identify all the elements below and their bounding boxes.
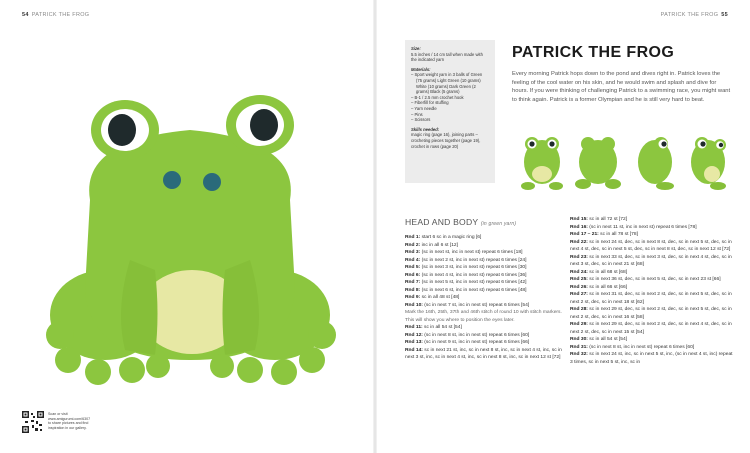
round-label: Rnd 24:: [570, 269, 588, 275]
round-label: Rnd 12:: [405, 332, 423, 338]
round-label: Rnd 9:: [405, 295, 421, 300]
round-label: Rnd 15:: [570, 217, 588, 222]
round-instruction: [405, 347, 565, 362]
round-label: Rnd 3:: [405, 250, 421, 255]
materials-item: – Scissors: [411, 117, 431, 123]
round-label: Rnd 27:: [570, 292, 588, 297]
round-instruction: [405, 234, 565, 242]
round-text: (sc in next 11 st, inc in next st) repeat 6 times [78]: [589, 224, 697, 230]
frog-view-thumbnails: [510, 124, 740, 194]
round-label: Rnd 30:: [570, 337, 588, 342]
section-heading: HEAD AND BODY (in green yarn): [405, 217, 517, 227]
round-instruction: [405, 272, 565, 280]
round-text: inc in all 6 st [12]: [421, 242, 459, 248]
round-instruction: [570, 239, 735, 254]
round-text: (sc in next st, inc in next st) repeat 6 times [18]: [421, 250, 523, 255]
right-running-head: [661, 12, 728, 18]
round-instruction: [405, 279, 565, 287]
round-instruction: [570, 351, 735, 366]
frog-thumbnail-front: [521, 137, 563, 190]
qr-code-icon[interactable]: [22, 411, 44, 433]
round-instruction: [570, 321, 735, 336]
round-label: Rnd 11:: [405, 325, 423, 330]
round-text: sc in all 68 st [68]: [589, 269, 628, 275]
round-text: (sc in next 6 st, inc in next st) repeat 6 times [48]: [421, 287, 527, 293]
round-text: sc in all 48 st [48]: [421, 295, 460, 300]
round-label: Rnd 31:: [570, 344, 588, 350]
round-instruction: [405, 302, 565, 310]
round-instruction: [405, 287, 565, 295]
left-running-title: PATRICK THE FROG: [31, 12, 90, 18]
right-page-number: 55: [721, 12, 728, 18]
instructions-column-right: [570, 216, 735, 366]
round-text: sc in all 54 st [54]: [589, 337, 628, 342]
round-text: sc in next 31 st, dec, sc in next 2 st, dec, sc in next 5 st, dec, sc in next 2 st, dec, sc in next 18 st [62]: [570, 292, 732, 305]
materials-item: – Sport weight yarn in 3 balls of Green (75 grams) Light Green (10 grams) White (10 grams) Dark Green (2 grams) Black (5 grams): [411, 72, 483, 95]
round-label: Rnd 16:: [570, 224, 588, 230]
round-text: (sc in next 7 st, inc in next st) repeat 6 times [54]: [424, 302, 530, 308]
round-instruction: [570, 344, 735, 352]
round-text: (sc in next 9 st, inc in next st) repeat 6 times [66]: [424, 340, 530, 345]
round-label: Rnd 32:: [570, 352, 588, 357]
qr-block: [22, 411, 142, 439]
round-label: Rnd 13:: [405, 340, 423, 345]
rounds-list-left: [405, 234, 565, 362]
round-text: (sc in next 5 st, inc in next st) repeat 6 times [42]: [421, 280, 527, 285]
pattern-intro: Every morning Patrick hops down to the pond and dives right in. Patrick loves the feeling of the cool water on his skin, and he would swim and splash and dive for hours. If you were thinking of challenging Patrick to a swimming race, you might want to think again. Patrick is a former Olympian and he is still very hard to beat.: [512, 71, 731, 103]
round-instruction: [405, 242, 565, 250]
round-text: sc in all 66 st [66]: [589, 284, 628, 290]
round-instruction: [405, 339, 565, 347]
round-instruction: [570, 276, 735, 284]
round-instruction: [405, 324, 565, 332]
round-text: sc in next 36 st, dec, sc in next 5 st, dec, sc in next 23 st [66]: [589, 277, 721, 282]
round-text: sc in next 33 st, dec, sc in next 3 st, dec, sc in next 4 st, dec, sc in next 3 st, dec, sc in next 21 st [68]: [570, 254, 732, 267]
round-instruction: [570, 284, 735, 292]
round-text: (sc in next 8 st, inc in next st) repeat 6 times [60]: [424, 332, 530, 338]
skills-text: magic ring (page 16), joining parts – crocheting pieces together (page 19), crochet in rows (page 20): [411, 132, 481, 149]
round-label: Rnd 17 – 21:: [570, 232, 599, 237]
round-label: Rnd 6:: [405, 272, 421, 278]
instructions-column-left: [405, 216, 565, 362]
materials-item: – Pins: [411, 111, 423, 117]
round-label: Rnd 14:: [405, 347, 423, 353]
round-label: Rnd 4:: [405, 257, 421, 263]
round-text: Mark the 16th, 25th, 37th and 46th stitch of round 10 with stitch markers. This will show you where to position the eyes later.: [405, 310, 562, 323]
qr-caption: Scan or visit www.amigurumi.com/6307 to share pictures and find inspiration in our gallery.: [48, 412, 91, 430]
round-text: sc in all 72 st [72]: [589, 217, 628, 222]
round-instruction: [570, 306, 735, 321]
round-instruction: [405, 294, 565, 302]
round-instruction: [405, 332, 565, 340]
round-instruction: [570, 254, 735, 269]
frog-thumbnail-three-quarter: [691, 137, 726, 190]
round-label: Rnd 5:: [405, 265, 421, 270]
round-text: (sc in next 2 st, inc in next st) repeat 6 times [24]: [421, 257, 527, 263]
round-instruction: [570, 291, 735, 306]
round-instruction: [570, 216, 735, 224]
round-instruction: [570, 231, 735, 239]
round-text: sc in next 29 st, dec, sc in next 2 st, dec, sc in next 4 st, dec, sc in next 2 st, dec, sc in next 15 st [54]: [570, 322, 732, 335]
materials-list: [411, 72, 489, 122]
round-text: (sc in next 8 st, inc in next st) repeat 6 times [60]: [589, 344, 695, 350]
round-label: Rnd 26:: [570, 284, 588, 290]
round-instruction: [570, 224, 735, 232]
round-text: sc in next 24 st, dec, sc in next 8 st, dec, sc in next 5 st, dec, sc in next 4 st, dec, sc in next 5 st, dec, sc in next 8 st, dec, sc in next 12 st [72]: [570, 239, 732, 252]
frog-photo: [40, 80, 340, 390]
materials-item: – Yarn needle: [411, 105, 437, 111]
materials-item: – B-1 / 2.5 mm crochet hook: [411, 94, 464, 100]
round-instruction: [570, 269, 735, 277]
round-label: Rnd 2:: [405, 242, 421, 248]
pattern-title: PATRICK THE FROG: [512, 44, 675, 61]
round-label: Rnd 29:: [570, 322, 588, 327]
round-text: sc in next 21 st, inc, sc in next 8 st, inc, sc in next 4 st, inc, sc in next 3 st, inc, sc in next 4 st, inc, sc in next 8 st, inc, sc in next 12 st [72]: [405, 347, 562, 360]
round-label: Rnd 7:: [405, 280, 421, 285]
round-text: (sc in next 4 st, inc in next st) repeat 6 times [36]: [421, 272, 527, 278]
left-page-number: 54: [22, 12, 29, 18]
materials-label: Materials:: [411, 66, 431, 72]
rounds-list-right: [570, 216, 735, 366]
round-instruction: [405, 257, 565, 265]
round-instruction: [405, 264, 565, 272]
frog-thumbnail-back: [575, 137, 621, 189]
round-label: Rnd 23:: [570, 254, 588, 260]
right-page: [375, 0, 750, 453]
round-text: sc in all 78 st [78]: [600, 232, 638, 237]
frog-thumbnail-side: [638, 137, 674, 190]
round-text: (sc in next 3 st, inc in next st) repeat 6 times [30]: [421, 265, 527, 270]
left-running-head: [22, 12, 89, 18]
round-label: Rnd 10:: [405, 302, 423, 308]
size-label: Size:: [411, 46, 421, 51]
round-text: start 6 sc in a magic ring [6]: [421, 235, 482, 240]
materials-item: – Fiberfill for stuffing: [411, 100, 449, 106]
round-instruction: [405, 249, 565, 257]
round-label: Rnd 25:: [570, 277, 588, 282]
round-label: Rnd 28:: [570, 307, 588, 312]
skills-label: Skills needed:: [411, 126, 440, 132]
round-text: sc in next 29 st, dec, sc in next 2 st, dec, sc in next 5 st, dec, sc in next 2 st, dec, sc in next 16 st [58]: [570, 307, 732, 320]
round-instruction: [570, 336, 735, 344]
right-running-title: PATRICK THE FROG: [660, 12, 719, 18]
round-label: Rnd 1:: [405, 235, 421, 240]
size-text: 5.5 inches / 14 cm tall when made with the indicated yarn: [411, 51, 483, 63]
section-subtitle: (in green yarn): [480, 221, 517, 227]
materials-panel: [405, 40, 495, 183]
round-label: Rnd 8:: [405, 287, 421, 293]
round-text: sc in next 24 st, inc, sc in next 5 st, inc, (sc in next 4 st, inc) repeat 3 times, sc in next 5 st, inc, sc in: [570, 352, 733, 365]
round-text: sc in all 54 st [54]: [424, 325, 462, 330]
pattern-note: [405, 309, 565, 324]
round-label: Rnd 22:: [570, 239, 588, 245]
